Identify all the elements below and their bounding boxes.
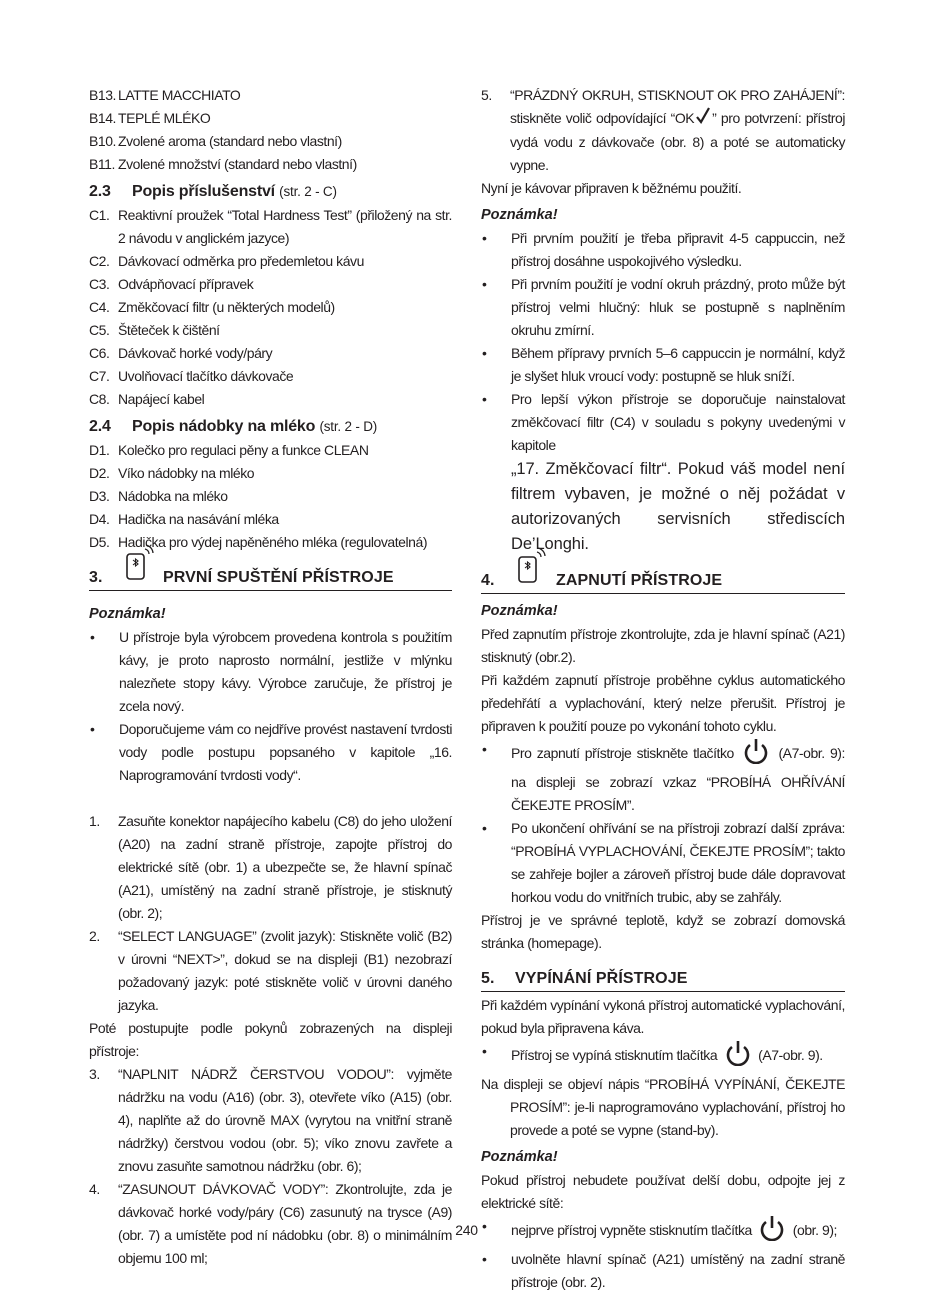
list-item: C5. Štěteček k čištění (89, 322, 220, 338)
section-5-heading: 5. VYPÍNÁNÍ PŘÍSTROJE (481, 969, 845, 992)
list-item: • Pro zapnutí přístroje stiskněte tlačítko (A7-obr. 9): na displeji se zobrazí vzkaz “PROBÍHÁ OHŘÍVÁNÍ ČEKEJTE PROSÍM”. (481, 738, 845, 817)
ready-text: Nyní je kávovar připraven k běžnému použití. (481, 180, 742, 197)
paragraph: Přístroj je ve správné teplotě, když se zobrazí domovská stránka (homepage). (481, 912, 845, 952)
section-3-heading: 3. PRVNÍ SPUŠTĚNÍ PŘÍSTROJE (89, 568, 452, 591)
list-item: • nejprve přístroj vypněte stisknutím tlačítka (obr. 9); (481, 1215, 845, 1248)
note-label: Poznámka! (481, 1149, 558, 1166)
step-item: 3. “NAPLNIT NÁDRŽ ČERSTVOU VODOU”: vyjměte nádržku na vodu (A16) (obr. 3), otevřete víko (A15) (obr. 4), naplňte až do úrovně MAX (vyrytou na vnitřní straně nádržky) čerstvou vodou (obr. 5); víko znovu zavřete a znovu zasuňte samotnou nádržku (obr. 6); (89, 1066, 452, 1174)
list-item: D1. Kolečko pro regulaci pěny a funkce CLEAN (89, 442, 369, 458)
section-2-3-heading: 2.3 Popis příslušenství (str. 2 - C) (89, 183, 337, 200)
list-item: • Při prvním použití je třeba připravit 4-5 cappuccin, než přístroj dosáhne uspokojivého výsledku. (482, 230, 845, 270)
list-item: D2. Víko nádobky na mléko (89, 465, 255, 481)
power-icon (741, 738, 771, 771)
bluetooth-phone-icon (125, 543, 155, 588)
paragraph: Pokud přístroj nebudete používat delší dobu, odpojte jej z elektrické sítě: (481, 1172, 845, 1212)
list-item: B11. Zvolené množství (standard nebo vlastní) (89, 156, 357, 172)
list-item: C2. Dávkovací odměrka pro předemletou kávu (89, 253, 364, 269)
page-number: 240 (455, 1222, 478, 1238)
list-item: B13. LATTE MACCHIATO (89, 87, 241, 103)
right-column (481, 84, 845, 1294)
list-item: D4. Hadička na nasávání mléka (89, 511, 279, 527)
checkmark-icon (696, 107, 710, 131)
bluetooth-phone-icon (517, 546, 547, 591)
list-item: C7. Uvolňovací tlačítko dávkovače (89, 368, 294, 384)
follow-text: Poté postupujte podle pokynů zobrazených na displeji přístroje: (89, 1020, 452, 1059)
step-item: 1. Zasuňte konektor napájecího kabelu (C8) do jeho uložení (A20) na zadní straně přístroje, zapojte přístroj do elektrické sítě (obr. 1) a ubezpečte se, že hlavní spínač (A21), umístěný na zadní straně přístroje, je stisknutý (obr. 2); (89, 813, 452, 921)
list-item: C3. Odvápňovací přípravek (89, 276, 254, 292)
list-item: C6. Dávkovač horké vody/páry (89, 345, 273, 361)
step-item: 5. “PRÁZDNÝ OKRUH, STISKNOUT OK PRO ZAHÁJENÍ”: stiskněte volič odpovídající “OK ” pro potvrzení: přístroj vydá vodu z dávkovače (obr. 8) a poté se automaticky vypne. (481, 87, 845, 174)
note-label: Poznámka! (481, 603, 558, 620)
d-list (89, 439, 452, 554)
paragraph: Na displeji se objeví nápis “PROBÍHÁ VYPÍNÁNÍ, ČEKEJTE PROSÍM”: je-li naprogramováno vyplachování, přístroj ho provede a poté se vypne (stand-by). (481, 1076, 845, 1139)
list-item: • uvolněte hlavní spínač (A21) umístěný na zadní straně přístroje (obr. 2). (482, 1251, 845, 1291)
list-item: • U přístroje byla výrobcem provedena kontrola s použitím kávy, je proto naprosto normální, jestliže v mlýnku nalezňete stopy kávy. Výrobce zaručuje, že přístroj je zcela nový. (90, 629, 452, 714)
list-item: • Při prvním použití je vodní okruh prázdný, proto může být přístroj velmi hlučný: hluk se postupně s naplněním okruhu zmírní. (482, 276, 845, 339)
note-label: Poznámka! (89, 606, 166, 622)
power-icon (723, 1040, 753, 1073)
list-item: • Během přípravy prvních 5–6 cappuccin je normální, když je slyšet hluk vroucí vody: postupně se hluk sníží. (482, 345, 845, 385)
list-item: • Přístroj se vypíná stisknutím tlačítka (A7-obr. 9). (481, 1040, 845, 1073)
step-item: 2. “SELECT LANGUAGE” (zvolit jazyk): Stiskněte volič (B2) v úrovni “NEXT>”, dokud se na displeji (B1) nezobrazí požadovaný jazyk: poté stiskněte volič v úrovni daného jazyka. (89, 928, 452, 1013)
section-4-heading: 4. ZAPNUTÍ PŘÍSTROJE (481, 571, 845, 594)
list-item: B10. Zvolené aroma (standard nebo vlastní) (89, 133, 342, 149)
list-item: C1. Reaktivní proužek “Total Hardness Test” (přiložený na str. 2 návodu v anglickém jazyce) (89, 207, 452, 246)
list-item: • Pro lepší výkon přístroje se doporučuje nainstalovat změkčovací filtr (C4) v souladu s pokyny uvedenými v kapitole „17. Změkčovací filtr“. Pokud váš model není filtrem vybaven, je možné o něj požádat v autorizovaných servisních střediscích De’Longhi. (482, 391, 845, 554)
list-item: D3. Nádobka na mléko (89, 488, 228, 504)
paragraph: Při každém vypínání vykoná přístroj automatické vyplachování, pokud byla připravena káva. (481, 997, 845, 1037)
list-item: • Po ukončení ohřívání se na přístroji zobrazí další zpráva: “PROBÍHÁ VYPLACHOVÁNÍ, ČEKEJTE PROSÍM”; takto se zahřeje bojler a zároveň přístroj bude dále dopravovat horkou vodu do vnitřních trubic, aby se zahřály. (482, 820, 845, 906)
b-list (89, 84, 452, 176)
list-item: D5. Hadička pro výdej napěněného mléka (regulovatelná) (89, 534, 428, 550)
list-item: • Doporučujeme vám co nejdříve provést nastavení tvrdosti vody podle postupu popsaného v kapitole „16. Naprogramování tvrdosti vody“. (90, 721, 452, 783)
list-item: B14. TEPLÉ MLÉKO (89, 110, 211, 126)
list-item: C4. Změkčovací filtr (u některých modelů) (89, 299, 335, 315)
paragraph: Před zapnutím přístroje zkontrolujte, zda je hlavní spínač (A21) stisknutý (obr.2). (481, 626, 845, 666)
list-item: C8. Napájecí kabel (89, 391, 205, 407)
note-label: Poznámka! (481, 207, 558, 224)
step-item: 4. “ZASUNOUT DÁVKOVAČ VODY”: Zkontrolujte, zda je dávkovač horké vody/páry (C6) zasunutý na trysce (A9) (obr. 7) a umístěte pod ní nádobku (obr. 8) o minimálním objemu 100 ml; (89, 1181, 452, 1266)
left-column (89, 84, 452, 1270)
section-2-4-heading: 2.4 Popis nádobky na mléko (str. 2 - D) (89, 418, 378, 435)
c-list (89, 204, 452, 411)
paragraph: Při každém zapnutí přístroje proběhne cyklus automatického předehřátí a vyplachování, který nelze přerušit. Přístroj je připraven k použití pouze po vykonání tohoto cyklu. (481, 672, 845, 735)
